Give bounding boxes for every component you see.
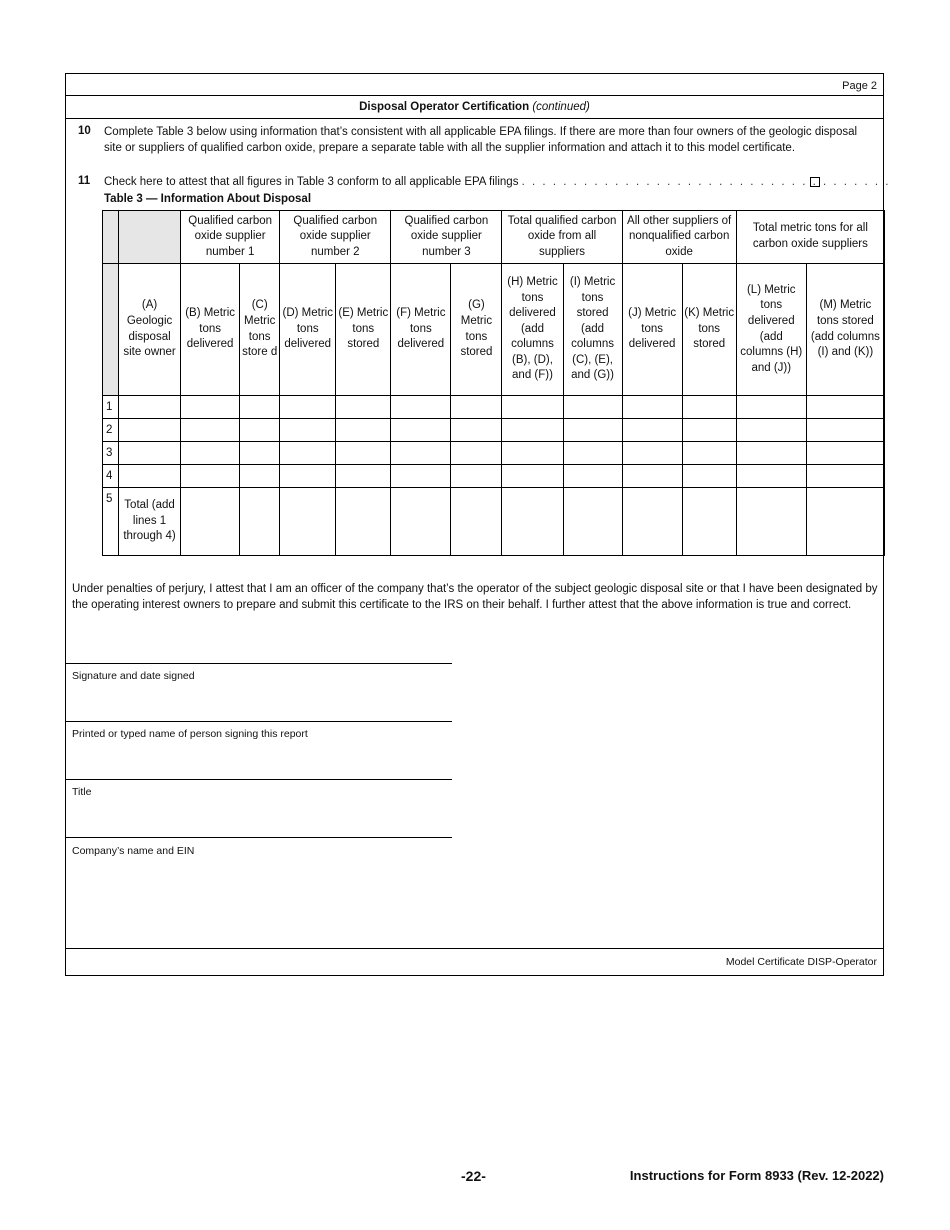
signature-line (66, 663, 452, 664)
cell-i[interactable] (563, 442, 622, 465)
cell-i[interactable] (563, 488, 622, 556)
group-header-total-all: Total metric tons for all carbon oxide suppliers (736, 211, 884, 264)
cell-k[interactable] (682, 396, 736, 419)
column-header-c: (C) Metric tons store d (240, 264, 280, 396)
group-header-total-qualified: Total qualified carbon oxide from all suppliers (502, 211, 622, 264)
cell-g[interactable] (451, 442, 502, 465)
signature-field[interactable] (66, 686, 452, 720)
column-header-i: (I) Metric tons stored (add columns (C), (E), and (G)) (563, 264, 622, 396)
column-header-row (103, 264, 885, 396)
cell-m[interactable] (806, 442, 884, 465)
column-header-g: (G) Metric tons stored (451, 264, 502, 396)
cell-e[interactable] (336, 488, 391, 556)
table-row (103, 465, 885, 488)
signature-label: Signature and date signed (72, 670, 195, 682)
cell-h[interactable] (502, 396, 563, 419)
title-label: Title (72, 786, 92, 798)
group-header-row (103, 211, 885, 264)
column-header-m: (M) Metric tons stored (add columns (I) and (K)) (806, 264, 884, 396)
cell-d[interactable] (280, 488, 336, 556)
cell-c[interactable] (240, 465, 280, 488)
cell-i[interactable] (563, 396, 622, 419)
divider (66, 118, 883, 119)
cell-f[interactable] (391, 442, 451, 465)
table-row-total (103, 488, 885, 556)
table-3-title: Table 3 — Information About Disposal (104, 193, 312, 205)
cell-j[interactable] (622, 465, 682, 488)
column-header-h: (H) Metric tons delivered (add columns (B), (D), and (F)) (502, 264, 563, 396)
cell-a[interactable] (119, 419, 181, 442)
perjury-statement: Under penalties of perjury, I attest that I am an officer of the company that’s the operator of the subject geologic disposal site or that I have been designated by the operating interest owners to prepare and submit this certificate to the IRS on their behalf. I further attest that the above information is true and correct. (72, 583, 878, 611)
cell-k[interactable] (682, 488, 736, 556)
header-blank (103, 211, 119, 264)
cell-l[interactable] (736, 465, 806, 488)
header-blank (103, 264, 119, 396)
cell-k[interactable] (682, 419, 736, 442)
cell-m[interactable] (806, 465, 884, 488)
title-field[interactable] (66, 802, 452, 836)
cell-e[interactable] (336, 465, 391, 488)
row-number: 1 (103, 396, 119, 419)
cell-l[interactable] (736, 488, 806, 556)
group-header-supplier-3: Qualified carbon oxide supplier number 3 (391, 211, 502, 264)
printed-name-label: Printed or typed name of person signing this report (72, 728, 308, 740)
model-certificate-form (65, 73, 891, 976)
leader-dots: . . . . . . . . . . . . . . . . . . . . . . . . . . . . . . . . . . . . (521, 176, 891, 188)
company-label: Company’s name and EIN (72, 845, 195, 857)
cell-b[interactable] (181, 488, 240, 556)
group-header-supplier-1: Qualified carbon oxide supplier number 1 (181, 211, 280, 264)
section-title (66, 101, 883, 113)
cell-l[interactable] (736, 442, 806, 465)
item-10-text: Complete Table 3 below using information that’s consistent with all applicable EPA filings. If there are more than four owners of the geologic disposal site or suppliers of qualified carbon oxide, prepare a separate table with all the supplier information and attach it to this model certificate. (104, 126, 858, 154)
cell-b[interactable] (181, 465, 240, 488)
form-identifier: Instructions for Form 8933 (Rev. 12-2022) (629, 1168, 884, 1183)
table-row (103, 396, 885, 419)
column-header-f: (F) Metric tons delivered (391, 264, 451, 396)
column-header-b: (B) Metric tons delivered (181, 264, 240, 396)
column-header-a: (A) Geologic disposal site owner (119, 264, 181, 396)
cell-d[interactable] (280, 465, 336, 488)
cell-e[interactable] (336, 419, 391, 442)
cell-c[interactable] (240, 442, 280, 465)
section-title-text: Disposal Operator Certification (359, 101, 530, 113)
column-header-l: (L) Metric tons delivered (add columns (H) and (J)) (736, 264, 806, 396)
item-11-text: Check here to attest that all figures in Table 3 conform to all applicable EPA filings (104, 176, 519, 188)
cell-h[interactable] (502, 419, 563, 442)
row-number: 2 (103, 419, 119, 442)
cell-f[interactable] (391, 488, 451, 556)
cell-d[interactable] (280, 442, 336, 465)
item-10-number: 10 (78, 125, 91, 137)
cell-c[interactable] (240, 419, 280, 442)
cell-g[interactable] (451, 419, 502, 442)
company-field[interactable] (66, 861, 452, 941)
cell-a[interactable] (119, 442, 181, 465)
cell-g[interactable] (451, 488, 502, 556)
printed-name-line (66, 721, 452, 722)
cell-g[interactable] (451, 396, 502, 419)
cell-d[interactable] (280, 419, 336, 442)
company-line (66, 837, 452, 838)
cell-h[interactable] (502, 488, 563, 556)
divider (66, 95, 883, 96)
cell-j[interactable] (622, 488, 682, 556)
cell-j[interactable] (622, 419, 682, 442)
cell-c[interactable] (240, 396, 280, 419)
cell-b[interactable] (181, 419, 240, 442)
cell-f[interactable] (391, 396, 451, 419)
divider (66, 948, 883, 949)
column-header-k: (K) Metric tons stored (682, 264, 736, 396)
attest-checkbox[interactable] (810, 177, 820, 187)
table-row (103, 442, 885, 465)
cell-l[interactable] (736, 419, 806, 442)
cell-j[interactable] (622, 442, 682, 465)
row-number: 4 (103, 465, 119, 488)
page-label: Page 2 (842, 80, 877, 92)
item-11-number: 11 (78, 175, 91, 187)
model-certificate-label: Model Certificate DISP-Operator (725, 956, 877, 968)
cell-a[interactable] (119, 396, 181, 419)
row-number: 5 (103, 488, 119, 556)
cell-f[interactable] (391, 419, 451, 442)
cell-i[interactable] (563, 465, 622, 488)
cell-m[interactable] (806, 396, 884, 419)
printed-name-field[interactable] (66, 744, 452, 778)
column-header-j: (J) Metric tons delivered (622, 264, 682, 396)
item-11-line (104, 175, 891, 191)
cell-k[interactable] (682, 465, 736, 488)
section-title-suffix: (continued) (532, 101, 590, 113)
cell-g[interactable] (451, 465, 502, 488)
cell-h[interactable] (502, 465, 563, 488)
header-blank (119, 211, 181, 264)
column-header-d: (D) Metric tons delivered (280, 264, 336, 396)
total-row-label: Total (add lines 1 through 4) (119, 488, 181, 556)
page-number: -22- (461, 1168, 486, 1184)
cell-b[interactable] (181, 396, 240, 419)
cell-d[interactable] (280, 396, 336, 419)
cell-m[interactable] (806, 419, 884, 442)
cell-m[interactable] (806, 488, 884, 556)
cell-k[interactable] (682, 442, 736, 465)
column-header-e: (E) Metric tons stored (336, 264, 391, 396)
cell-b[interactable] (181, 442, 240, 465)
cell-e[interactable] (336, 442, 391, 465)
cell-a[interactable] (119, 465, 181, 488)
table-3 (102, 210, 885, 556)
cell-f[interactable] (391, 465, 451, 488)
cell-h[interactable] (502, 442, 563, 465)
cell-e[interactable] (336, 396, 391, 419)
table-row (103, 419, 885, 442)
cell-i[interactable] (563, 419, 622, 442)
group-header-supplier-2: Qualified carbon oxide supplier number 2 (280, 211, 391, 264)
cell-l[interactable] (736, 396, 806, 419)
cell-c[interactable] (240, 488, 280, 556)
cell-j[interactable] (622, 396, 682, 419)
group-header-nonqualified: All other suppliers of nonqualified carbon oxide (622, 211, 736, 264)
title-line (66, 779, 452, 780)
row-number: 3 (103, 442, 119, 465)
